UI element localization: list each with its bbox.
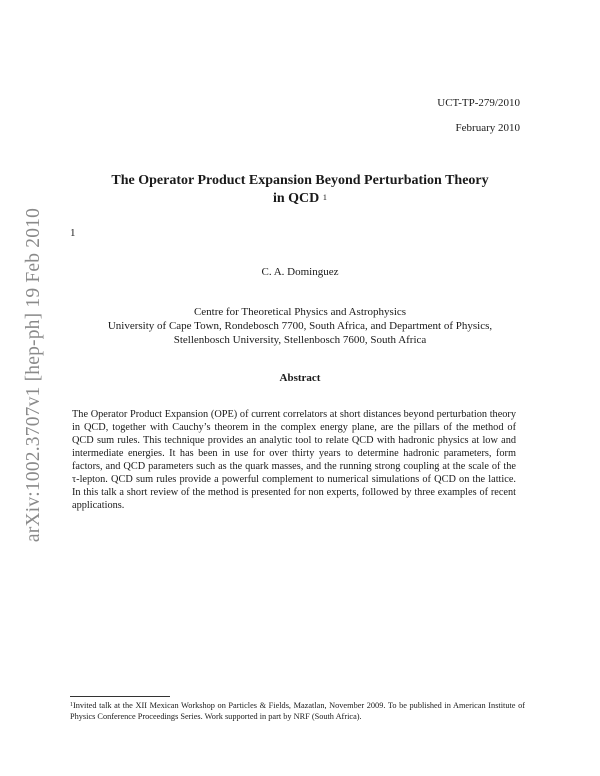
title-line-1: The Operator Product Expansion Beyond Perturbation Theory bbox=[111, 173, 489, 188]
title-line-2-text: in QCD bbox=[272, 191, 320, 206]
affiliation-line-2: University of Cape Town, Rondebosch 7700, South Africa, and Department of Physics, bbox=[107, 320, 493, 332]
report-date: February 2010 bbox=[455, 122, 520, 134]
abstract-body: The Operator Product Expansion (OPE) of current correlators at short distances beyond perturbation theory in QCD, together with Cauchy’s theorem in the complex energy plane, are the pillars of the method of QCD sum rules. This technique provides an analytic tool to relate QCD with hadronic physics at low and intermediate energies. It has been in use for over thirty years to determine hadronic parameters, form factors, and QCD parameters such as the quark masses, and the running strong coupling at the scale of the τ-lepton. QCD sum rules provide a powerful complement to numerical simulations of QCD on the lattice. In this talk a short review of the method is presented for non experts, followed by three examples of recent applications. bbox=[72, 409, 516, 511]
report-number: UCT-TP-279/2010 bbox=[437, 97, 520, 109]
title-footnote-mark: 1 bbox=[322, 192, 328, 202]
abstract-heading: Abstract bbox=[279, 372, 321, 384]
author-name: C. A. Dominguez bbox=[261, 266, 339, 278]
title-line-2 bbox=[60, 190, 540, 208]
arxiv-identifier: arXiv:1002.3707v1 [hep-ph] 19 Feb 2010 bbox=[23, 207, 44, 543]
footnote-rule bbox=[70, 696, 170, 697]
paper-title bbox=[60, 172, 540, 208]
affiliation bbox=[60, 305, 540, 347]
footnote-text: Invited talk at the XII Mexican Workshop on Particles & Fields, Mazatlan, November 2009. To be published in American Institute of Physics Conference Proceedings Series. Work supported in part by NRF (South Africa). bbox=[70, 701, 525, 721]
affiliation-line-3: Stellenbosch University, Stellenbosch 7600, South Africa bbox=[173, 334, 427, 346]
stray-footnote-mark: 1 bbox=[70, 227, 76, 239]
affiliation-line-1: Centre for Theoretical Physics and Astrophysics bbox=[193, 306, 407, 318]
footnote bbox=[70, 700, 525, 722]
footnote-mark: 1 bbox=[70, 702, 73, 708]
